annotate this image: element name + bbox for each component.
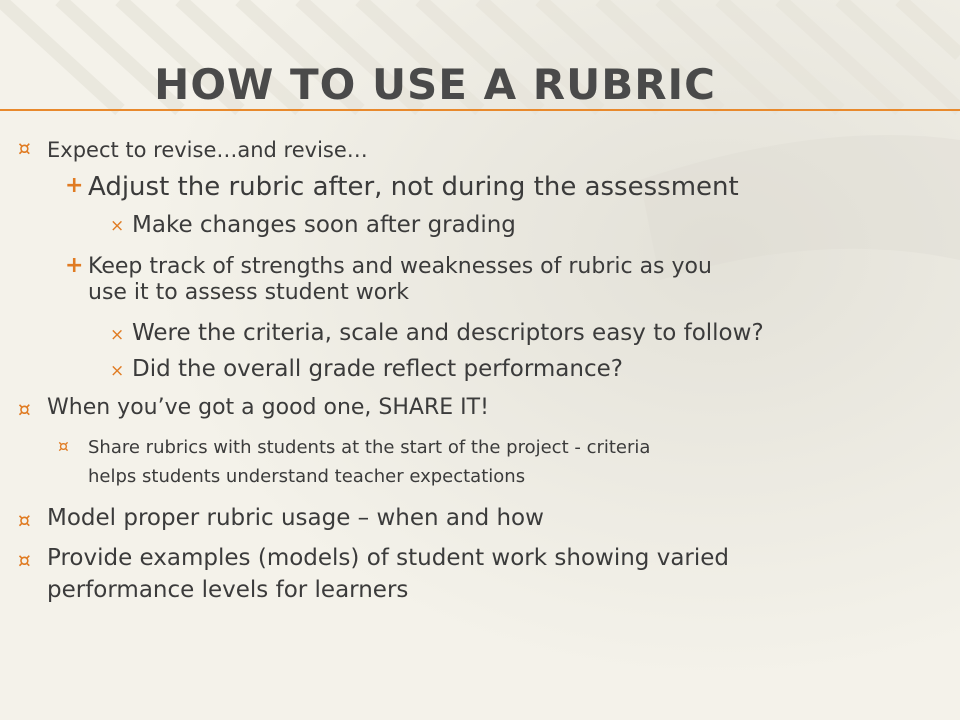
bullet-marker-icon: × — [110, 361, 125, 381]
bullet-marker-icon: ¤ — [18, 508, 31, 532]
bullet-marker-icon: ¤ — [18, 548, 31, 572]
slide-title: HOW TO USE A RUBRIC — [154, 60, 716, 109]
bullet-text: Make changes soon after grading — [132, 212, 516, 238]
bullet-marker-icon: × — [110, 216, 125, 236]
bullet-text-line2: use it to assess student work — [88, 280, 409, 305]
bullet-marker-icon: + — [65, 253, 84, 278]
bullet-text-line1: Share rubrics with students at the start of the project - criteria — [88, 437, 651, 458]
bullet-text: Model proper rubric usage – when and how — [47, 505, 544, 531]
bullet-text: When you’ve got a good one, SHARE IT! — [47, 395, 489, 420]
bullet-text: Adjust the rubric after, not during the assessment — [88, 172, 739, 202]
bullet-text-line1: Provide examples (models) of student work showing varied — [47, 545, 730, 571]
bullet-text: Did the overall grade reflect performance? — [132, 356, 623, 382]
bullet-text: Expect to revise…and revise… — [47, 138, 368, 162]
bullet-text-line2: performance levels for learners — [47, 577, 409, 603]
bullet-text-line1: Keep track of strengths and weaknesses of rubric as you — [88, 254, 712, 279]
bullet-text: Were the criteria, scale and descriptors easy to follow? — [132, 320, 764, 346]
bullet-text-line2: helps students understand teacher expectations — [88, 466, 526, 487]
bullet-marker-icon: ¤ — [18, 136, 31, 160]
bullet-marker-icon: ¤ — [18, 397, 31, 421]
bullet-marker-icon: + — [65, 173, 84, 198]
bullet-marker-icon: × — [110, 325, 125, 345]
bullet-marker-icon: ¤ — [58, 437, 69, 457]
